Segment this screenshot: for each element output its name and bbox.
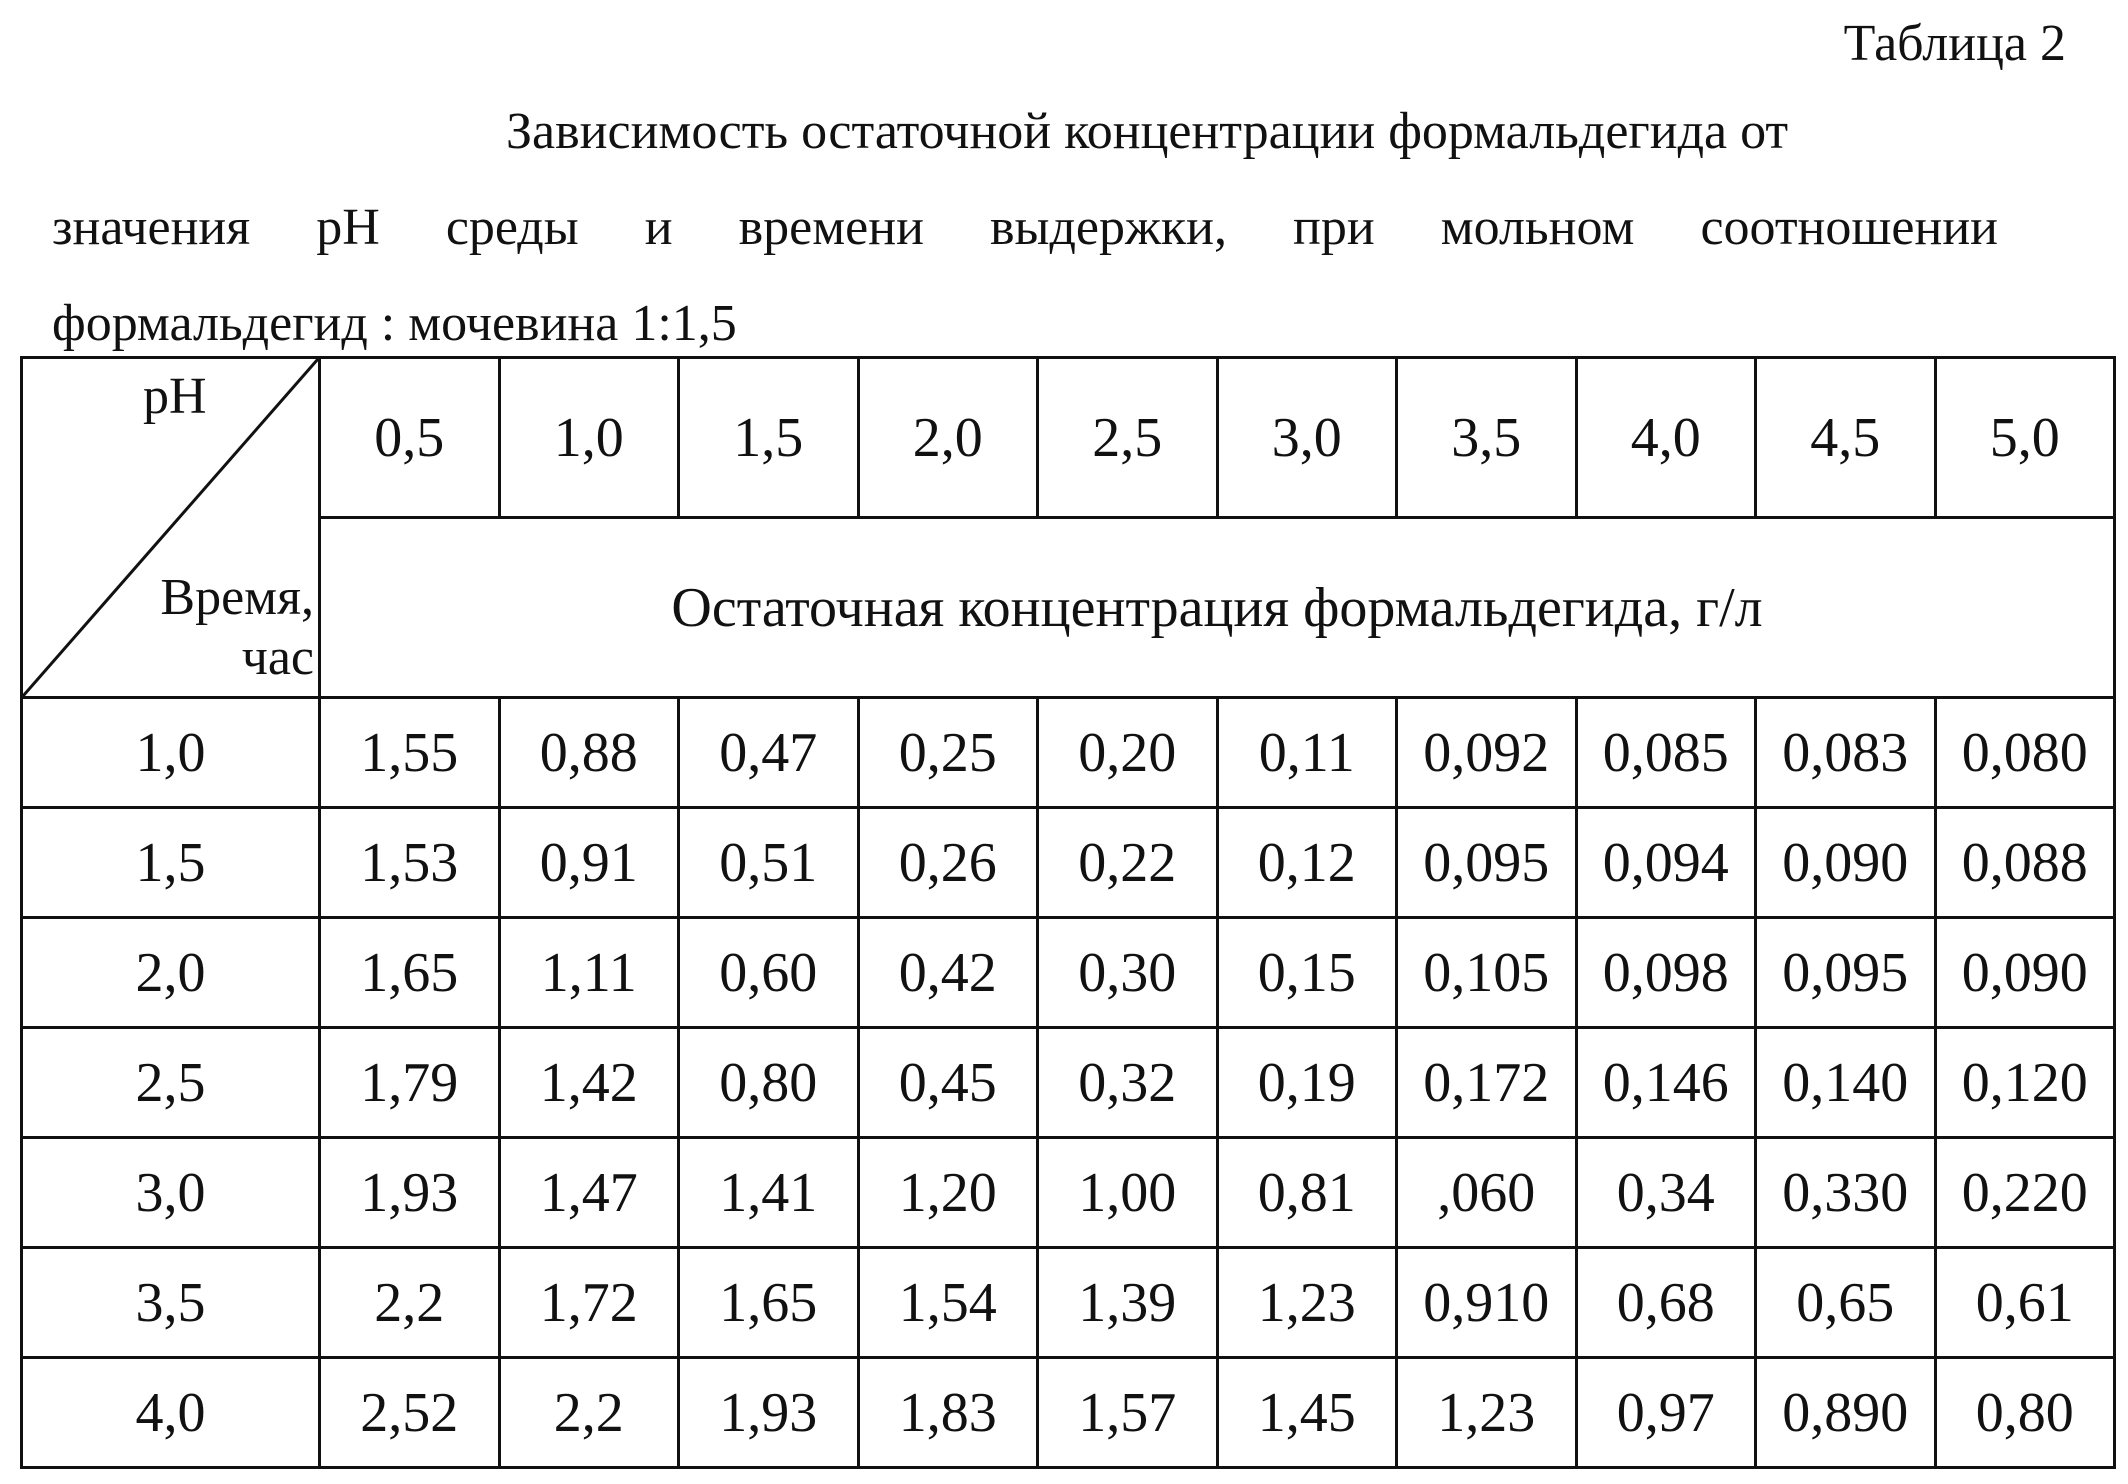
- concentration-cell: 0,172: [1397, 1028, 1577, 1138]
- concentration-cell: 1,00: [1038, 1138, 1218, 1248]
- concentration-cell: 0,085: [1576, 698, 1756, 808]
- concentration-cell: 1,11: [499, 918, 679, 1028]
- concentration-cell: 0,22: [1038, 808, 1218, 918]
- concentration-table: [20, 356, 2116, 1469]
- table-caption-label: Таблица 2: [1843, 15, 2066, 72]
- concentration-cell: 0,140: [1756, 1028, 1936, 1138]
- concentration-cell: 0,090: [1756, 808, 1936, 918]
- concentration-cell: 1,93: [679, 1358, 859, 1468]
- concentration-cell: 1,83: [858, 1358, 1038, 1468]
- concentration-cell: 0,095: [1397, 808, 1577, 918]
- concentration-cell: 0,092: [1397, 698, 1577, 808]
- concentration-cell: 0,20: [1038, 698, 1218, 808]
- concentration-cell: 0,68: [1576, 1248, 1756, 1358]
- table-title-line-3: формальдегид : мочевина 1:1,5: [52, 295, 737, 352]
- time-cell: 4,0: [22, 1358, 320, 1468]
- concentration-cell: 0,088: [1935, 808, 2115, 918]
- subheader-row: [22, 518, 2115, 698]
- concentration-cell: 0,80: [1935, 1358, 2115, 1468]
- table-title-line-1: Зависимость остаточной концентрации формальдегида от: [506, 103, 1789, 160]
- time-cell: 3,5: [22, 1248, 320, 1358]
- concentration-cell: 0,30: [1038, 918, 1218, 1028]
- concentration-cell: 1,23: [1217, 1248, 1397, 1358]
- concentration-cell: 2,2: [320, 1248, 500, 1358]
- time-cell: 3,0: [22, 1138, 320, 1248]
- concentration-cell: 0,80: [679, 1028, 859, 1138]
- ph-value-cell: 5,0: [1935, 358, 2115, 518]
- concentration-cell: 0,083: [1756, 698, 1936, 808]
- table-row: [22, 1138, 2115, 1248]
- ph-value-cell: 2,0: [858, 358, 1038, 518]
- concentration-cell: 0,60: [679, 918, 859, 1028]
- concentration-cell: 0,330: [1756, 1138, 1936, 1248]
- concentration-cell: 2,2: [499, 1358, 679, 1468]
- concentration-cell: 0,120: [1935, 1028, 2115, 1138]
- concentration-cell: 0,51: [679, 808, 859, 918]
- concentration-cell: 1,65: [679, 1248, 859, 1358]
- concentration-cell: 0,19: [1217, 1028, 1397, 1138]
- concentration-cell: 0,090: [1935, 918, 2115, 1028]
- concentration-cell: 0,11: [1217, 698, 1397, 808]
- ph-value-cell: 4,0: [1576, 358, 1756, 518]
- corner-time-label-line-2: час: [241, 629, 314, 686]
- ph-header-row: [22, 358, 2115, 518]
- concentration-cell: 0,094: [1576, 808, 1756, 918]
- concentration-cell: 0,42: [858, 918, 1038, 1028]
- concentration-cell: 0,47: [679, 698, 859, 808]
- concentration-cell: 1,39: [1038, 1248, 1218, 1358]
- ph-value-cell: 2,5: [1038, 358, 1218, 518]
- corner-time-label-line-1: Время,: [160, 569, 314, 626]
- concentration-cell: 0,105: [1397, 918, 1577, 1028]
- concentration-cell: 1,53: [320, 808, 500, 918]
- ph-value-cell: 0,5: [320, 358, 500, 518]
- concentration-cell: 1,41: [679, 1138, 859, 1248]
- concentration-cell: 0,88: [499, 698, 679, 808]
- concentration-cell: 1,93: [320, 1138, 500, 1248]
- concentration-cell: 1,57: [1038, 1358, 1218, 1468]
- concentration-cell: 1,42: [499, 1028, 679, 1138]
- corner-time-label: [160, 568, 314, 688]
- table-title: [52, 84, 1998, 372]
- concentration-cell: 0,890: [1756, 1358, 1936, 1468]
- concentration-cell: 1,47: [499, 1138, 679, 1248]
- time-cell: 1,5: [22, 808, 320, 918]
- concentration-cell: 0,095: [1756, 918, 1936, 1028]
- ph-value-cell: 4,5: [1756, 358, 1936, 518]
- table-row: [22, 1358, 2115, 1468]
- concentration-cell: 0,910: [1397, 1248, 1577, 1358]
- table-row: [22, 918, 2115, 1028]
- concentration-cell: ,060: [1397, 1138, 1577, 1248]
- concentration-cell: 0,61: [1935, 1248, 2115, 1358]
- concentration-cell: 2,52: [320, 1358, 500, 1468]
- time-cell: 2,0: [22, 918, 320, 1028]
- concentration-cell: 0,97: [1576, 1358, 1756, 1468]
- concentration-subheader: Остаточная концентрация формальдегида, г/л: [320, 518, 2115, 698]
- concentration-cell: 1,65: [320, 918, 500, 1028]
- table-row: [22, 698, 2115, 808]
- table-row: [22, 1028, 2115, 1138]
- concentration-cell: 0,080: [1935, 698, 2115, 808]
- ph-value-cell: 1,0: [499, 358, 679, 518]
- time-cell: 2,5: [22, 1028, 320, 1138]
- concentration-cell: 1,72: [499, 1248, 679, 1358]
- concentration-cell: 0,26: [858, 808, 1038, 918]
- concentration-cell: 0,91: [499, 808, 679, 918]
- ph-value-cell: 3,5: [1397, 358, 1577, 518]
- concentration-cell: 1,54: [858, 1248, 1038, 1358]
- concentration-cell: 1,79: [320, 1028, 500, 1138]
- concentration-cell: 1,20: [858, 1138, 1038, 1248]
- concentration-cell: 1,45: [1217, 1358, 1397, 1468]
- table-row: [22, 1248, 2115, 1358]
- concentration-cell: 0,098: [1576, 918, 1756, 1028]
- time-cell: 1,0: [22, 698, 320, 808]
- concentration-cell: 1,55: [320, 698, 500, 808]
- table-row: [22, 808, 2115, 918]
- ph-value-cell: 3,0: [1217, 358, 1397, 518]
- table-title-line-2: значения рН среды и времени выдержки, при мольном соотношении: [52, 199, 1998, 256]
- ph-value-cell: 1,5: [679, 358, 859, 518]
- concentration-cell: 0,220: [1935, 1138, 2115, 1248]
- concentration-cell: 0,34: [1576, 1138, 1756, 1248]
- concentration-cell: 0,32: [1038, 1028, 1218, 1138]
- concentration-cell: 0,81: [1217, 1138, 1397, 1248]
- concentration-cell: 0,45: [858, 1028, 1038, 1138]
- corner-header-cell: [22, 358, 320, 698]
- concentration-cell: 0,146: [1576, 1028, 1756, 1138]
- concentration-cell: 0,25: [858, 698, 1038, 808]
- concentration-cell: 0,15: [1217, 918, 1397, 1028]
- concentration-cell: 0,12: [1217, 808, 1397, 918]
- concentration-cell: 1,23: [1397, 1358, 1577, 1468]
- concentration-cell: 0,65: [1756, 1248, 1936, 1358]
- corner-ph-label: рН: [143, 368, 207, 425]
